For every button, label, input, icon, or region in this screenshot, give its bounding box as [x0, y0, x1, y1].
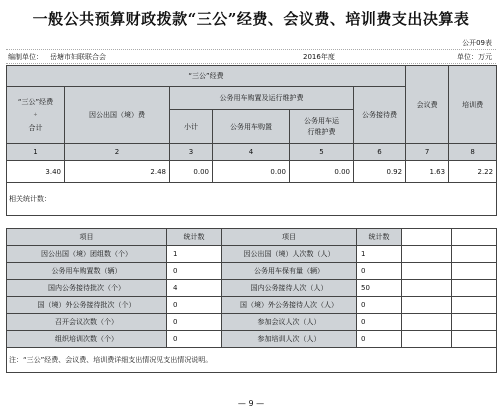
- report-title: 一般公共预算财政拨款“三公”经费、会议费、培训费支出决算表: [32, 10, 470, 28]
- value-abroad: 2.48: [65, 161, 170, 183]
- index-cell: 8: [449, 144, 497, 161]
- stat-value: 0: [357, 263, 402, 280]
- blank-cell: [452, 229, 497, 246]
- col-reception: 公务接待费: [354, 87, 406, 144]
- stat-value: 50: [357, 280, 402, 297]
- stat-value: 0: [357, 331, 402, 348]
- stat-label: 组织培训次数（个）: [7, 331, 167, 348]
- table-row: [7, 263, 497, 280]
- note-text: 注：“三公”经费、会议费、培训费详细支出情况见支出情况说明。: [9, 356, 213, 364]
- col-total-line2: 合计: [28, 123, 43, 132]
- stat-label: 因公出国（境）人次数（人）: [222, 246, 357, 263]
- three-public-group-header: “三公”经费: [7, 66, 406, 87]
- stat-value: 0: [167, 314, 222, 331]
- page-number: — 9 —: [237, 399, 265, 408]
- blank-cell: [402, 297, 452, 314]
- blank-cell: [452, 297, 497, 314]
- report-year: 2016年度: [303, 53, 335, 61]
- stat-value: 0: [357, 314, 402, 331]
- col-operation: [290, 110, 354, 144]
- expense-table: [6, 65, 497, 216]
- form-code-row: [6, 38, 496, 50]
- stat-value: 0: [167, 263, 222, 280]
- blank-cell: [402, 263, 452, 280]
- unit-name: 岳塘市妇联联合会: [50, 53, 106, 61]
- stat-value: 4: [167, 280, 222, 297]
- index-cell: 1: [7, 144, 65, 161]
- index-cell: 2: [65, 144, 170, 161]
- blank-cell: [402, 314, 452, 331]
- stats-label: 相关统计数：: [9, 195, 51, 203]
- col-operation-line1: 公务用车运: [304, 116, 339, 125]
- blank-cell: [402, 280, 452, 297]
- blank-cell: [402, 331, 452, 348]
- unit-row: [6, 51, 496, 64]
- col-training: 培训费: [449, 66, 497, 144]
- stat-label: 公务用车购置数（辆）: [7, 263, 167, 280]
- stats-header-item: 项目: [222, 229, 357, 246]
- blank-cell: [452, 263, 497, 280]
- blank-cell: [452, 314, 497, 331]
- currency-unit: 单位：万元: [457, 53, 492, 61]
- value-purchase: 0.00: [213, 161, 290, 183]
- col-subtotal: 小计: [170, 110, 213, 144]
- unit-label: 编制单位：: [8, 53, 43, 61]
- blank-cell: [452, 280, 497, 297]
- blank-cell: [402, 246, 452, 263]
- stat-label: 国内公务接待人次（人）: [222, 280, 357, 297]
- stat-label: 国（境）外公务接待批次（个）: [7, 297, 167, 314]
- value-reception: 0.92: [354, 161, 406, 183]
- table-row: [7, 314, 497, 331]
- index-cell: 6: [354, 144, 406, 161]
- value-operation: 0.00: [290, 161, 354, 183]
- value-training: 2.22: [449, 161, 497, 183]
- stats-header-count: 统计数: [167, 229, 222, 246]
- stat-label: 因公出国（境）团组数（个）: [7, 246, 167, 263]
- table-row: [7, 297, 497, 314]
- form-code: 公开09表: [462, 39, 492, 47]
- stat-value: 0: [167, 331, 222, 348]
- blank-cell: [402, 229, 452, 246]
- stat-label: 国（境）外公务接待人次（人）: [222, 297, 357, 314]
- stat-label: 公务用车保有量（辆）: [222, 263, 357, 280]
- table-row: [7, 246, 497, 263]
- index-cell: 5: [290, 144, 354, 161]
- col-total: [7, 87, 65, 144]
- stat-value: 0: [167, 297, 222, 314]
- value-meeting: 1.63: [406, 161, 449, 183]
- blank-cell: [452, 331, 497, 348]
- blank-cell: [452, 246, 497, 263]
- col-total-sep: +: [33, 111, 38, 118]
- index-cell: 3: [170, 144, 213, 161]
- stat-label: 参加会议人次（人）: [222, 314, 357, 331]
- index-cell: 4: [213, 144, 290, 161]
- stats-table: [6, 228, 497, 373]
- stats-label-row: [7, 183, 497, 216]
- note-row: [7, 348, 497, 373]
- col-abroad: 因公出国（境）费: [65, 87, 170, 144]
- index-cell: 7: [406, 144, 449, 161]
- table-row: [7, 280, 497, 297]
- value-total: 3.40: [7, 161, 65, 183]
- stat-label: 国内公务接待批次（个）: [7, 280, 167, 297]
- col-purchase: 公务用车购置: [213, 110, 290, 144]
- stat-value: 0: [357, 297, 402, 314]
- value-subtotal: 0.00: [170, 161, 213, 183]
- stat-label: 召开会议次数（个）: [7, 314, 167, 331]
- col-operation-line2: 行维护费: [307, 127, 336, 136]
- table-row: [7, 331, 497, 348]
- col-meeting: 会议费: [406, 66, 449, 144]
- stat-label: 参加培训人次（人）: [222, 331, 357, 348]
- col-vehicle-group: 公务用车购置及运行维护费: [170, 87, 354, 110]
- stat-value: 1: [357, 246, 402, 263]
- col-total-line1: “三公”经费: [17, 97, 54, 106]
- stat-value: 1: [167, 246, 222, 263]
- stats-header-count: 统计数: [357, 229, 402, 246]
- stats-header-item: 项目: [7, 229, 167, 246]
